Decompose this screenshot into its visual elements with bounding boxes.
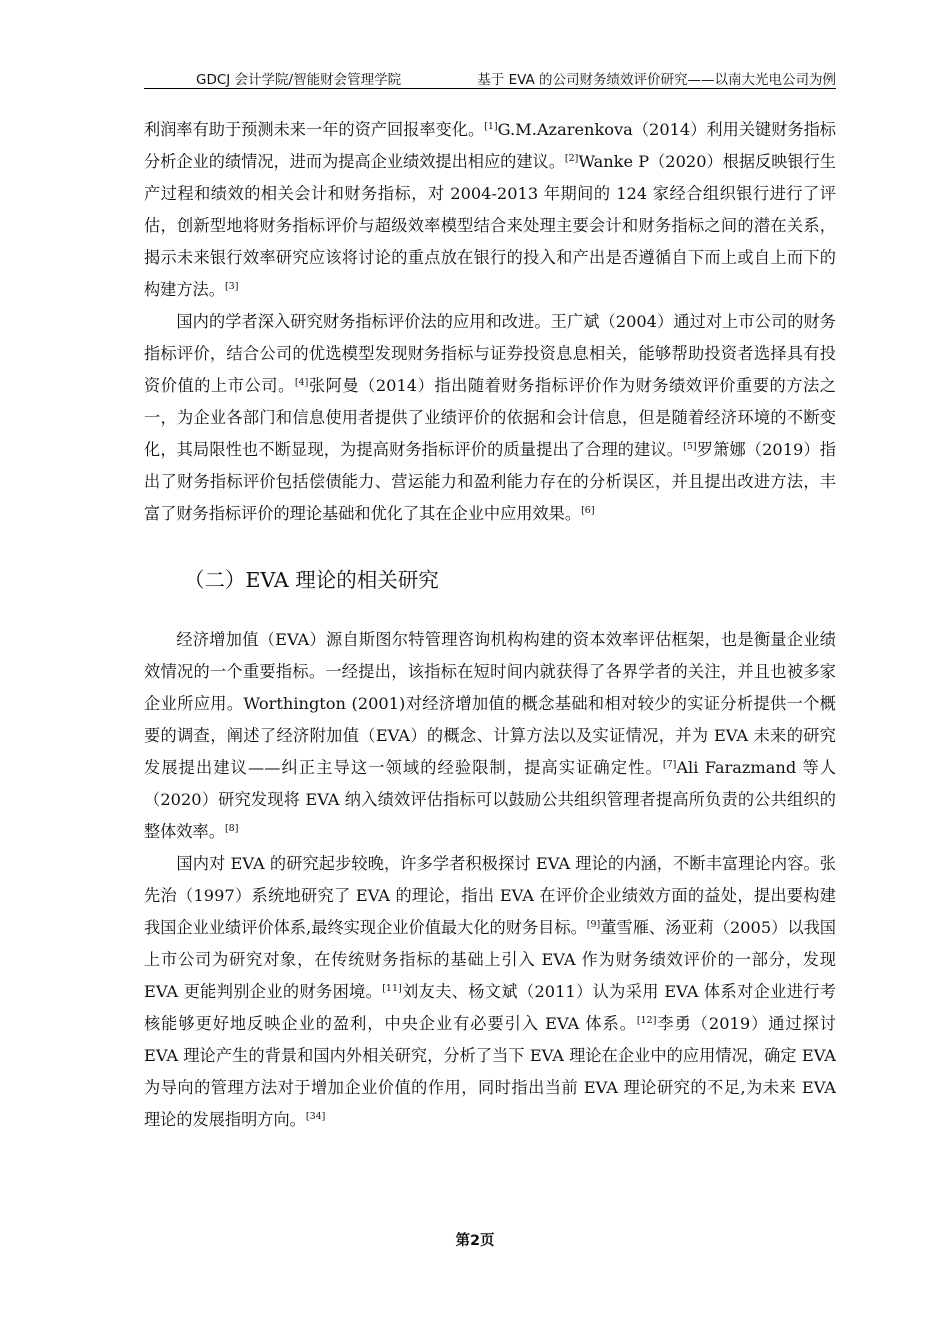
citation-marker: [11] xyxy=(382,983,402,994)
text-run: 利润率有助于预测未来一年的资产回报率变化。 xyxy=(144,120,485,139)
citation-marker: [12] xyxy=(636,1015,657,1026)
citation-marker: [2] xyxy=(564,153,579,164)
text-run: 李勇（2019）通过探讨 EVA 理论产生的背景和国内外相关研究，分析了当下 EVA 理论在企业中的应用情况，确定 EVA 为导向的管理方法对于增加企业价值的作用，同时指出当前 EVA 理论研究的不足,为未来 EVA 理论的发展指明方向。 xyxy=(144,1014,836,1129)
citation-marker: [1] xyxy=(484,121,498,132)
text-run: 国内对 EVA 的研究起步较晚，许多学者积极探讨 EVA 理论的内涵，不断丰富理论内容。张先治（1997）系统地研究了 EVA 的理论，指出 EVA 在评价企业绩效方面的益处，提出要构建我国企业业绩评价体系,最终实现企业价值最大化的财务目标。 xyxy=(144,854,836,937)
paragraph-eva-domestic-research xyxy=(144,848,836,1136)
citation-marker: [9] xyxy=(586,919,601,930)
citation-marker: [7] xyxy=(662,759,677,770)
main-text xyxy=(144,114,836,1136)
citation-marker: [8] xyxy=(224,823,239,834)
paragraph-foreign-financial-indicators xyxy=(144,114,836,306)
paragraph-domestic-financial-indicators xyxy=(144,306,836,530)
section-heading: （二）EVA 理论的相关研究 xyxy=(184,568,439,592)
text-run: 刘友夫、杨文斌（2011）认为采用 EVA 体系对企业进行考核能够更好地反映企业的盈利，中央企业有必要引入 EVA 体系。 xyxy=(144,982,836,1033)
text-run: Ali Farazmand 等人（2020）研究发现将 EVA 纳入绩效评估指标可以鼓励公共组织管理者提高所负责的公共组织的整体效率。 xyxy=(144,758,836,841)
text-run: 董雪雁、汤亚莉（2005）以我国上市公司为研究对象，在传统财务指标的基础上引入 EVA 作为财务绩效评价的一部分，发现 EVA 更能判别企业的财务困境。 xyxy=(144,918,836,1001)
text-run: 国内的学者深入研究财务指标评价法的应用和改进。王广斌（2004）通过对上市公司的财务指标评价，结合公司的优选模型发现财务指标与证券投资息息相关，能够帮助投资者选择具有投资价值的上市公司。 xyxy=(144,312,836,395)
citation-marker: [4] xyxy=(294,377,309,388)
citation-marker: [6] xyxy=(581,505,595,516)
page-number: 第2页 xyxy=(455,1233,495,1249)
citation-marker: [34] xyxy=(305,1111,326,1122)
text-run: 经济增加值（EVA）源自斯图尔特管理咨询机构构建的资本效率评估框架，也是衡量企业绩效情况的一个重要指标。一经提出，该指标在短时间内就获得了各界学者的关注，并且也被多家企业所应用。Worthington (2001)对经济增加值的概念基础和相对较少的实证分析提供一个概要的调查，阐述了经济附加值（EVA）的概念、计算方法以及实证情况，并为 EVA 未来的研究发展提出建议——纠正主导这一领域的经验限制，提高实证确定性。 xyxy=(144,630,836,777)
text-run: Wanke P（2020）根据反映银行生产过程和绩效的相关会计和财务指标，对 2004-2013 年期间的 124 家经合组织银行进行了评估，创新型地将财务指标评价与超级效率模型结合来处理主要会计和财务指标之间的潜在关系，揭示未来银行效率研究应该将讨论的重点放在银行的投入和产出是否遵循自下而上或自上而下的构建方法。 xyxy=(144,152,836,299)
citation-marker: [3] xyxy=(224,281,239,292)
text-run: 张阿曼（2014）指出随着财务指标评价作为财务绩效评价重要的方法之一，为企业各部门和信息使用者提供了业绩评价的依据和会计信息，但是随着经济环境的不断变化，其局限性也不断显现，为提高财务指标评价的质量提出了合理的建议。 xyxy=(144,376,836,459)
header-institution: GDCJ 会计学院/智能财会管理学院 xyxy=(196,72,402,88)
header-thesis-title: 基于 EVA 的公司财务绩效评价研究——以南大光电公司为例 xyxy=(477,72,836,88)
paragraph-eva-foreign-research xyxy=(144,624,836,848)
text-run: G.M.Azarenkova（2014）利用关键财务指标分析企业的绩情况，进而为提高企业绩效提出相应的建议。 xyxy=(144,120,836,171)
running-header xyxy=(144,66,836,89)
citation-marker: [5] xyxy=(683,441,697,452)
text-run: 罗箫娜（2019）指出了财务指标评价包括偿债能力、营运能力和盈利能力存在的分析误区，并且提出改进方法，丰富了财务指标评价的理论基础和优化了其在企业中应用效果。 xyxy=(144,440,836,523)
